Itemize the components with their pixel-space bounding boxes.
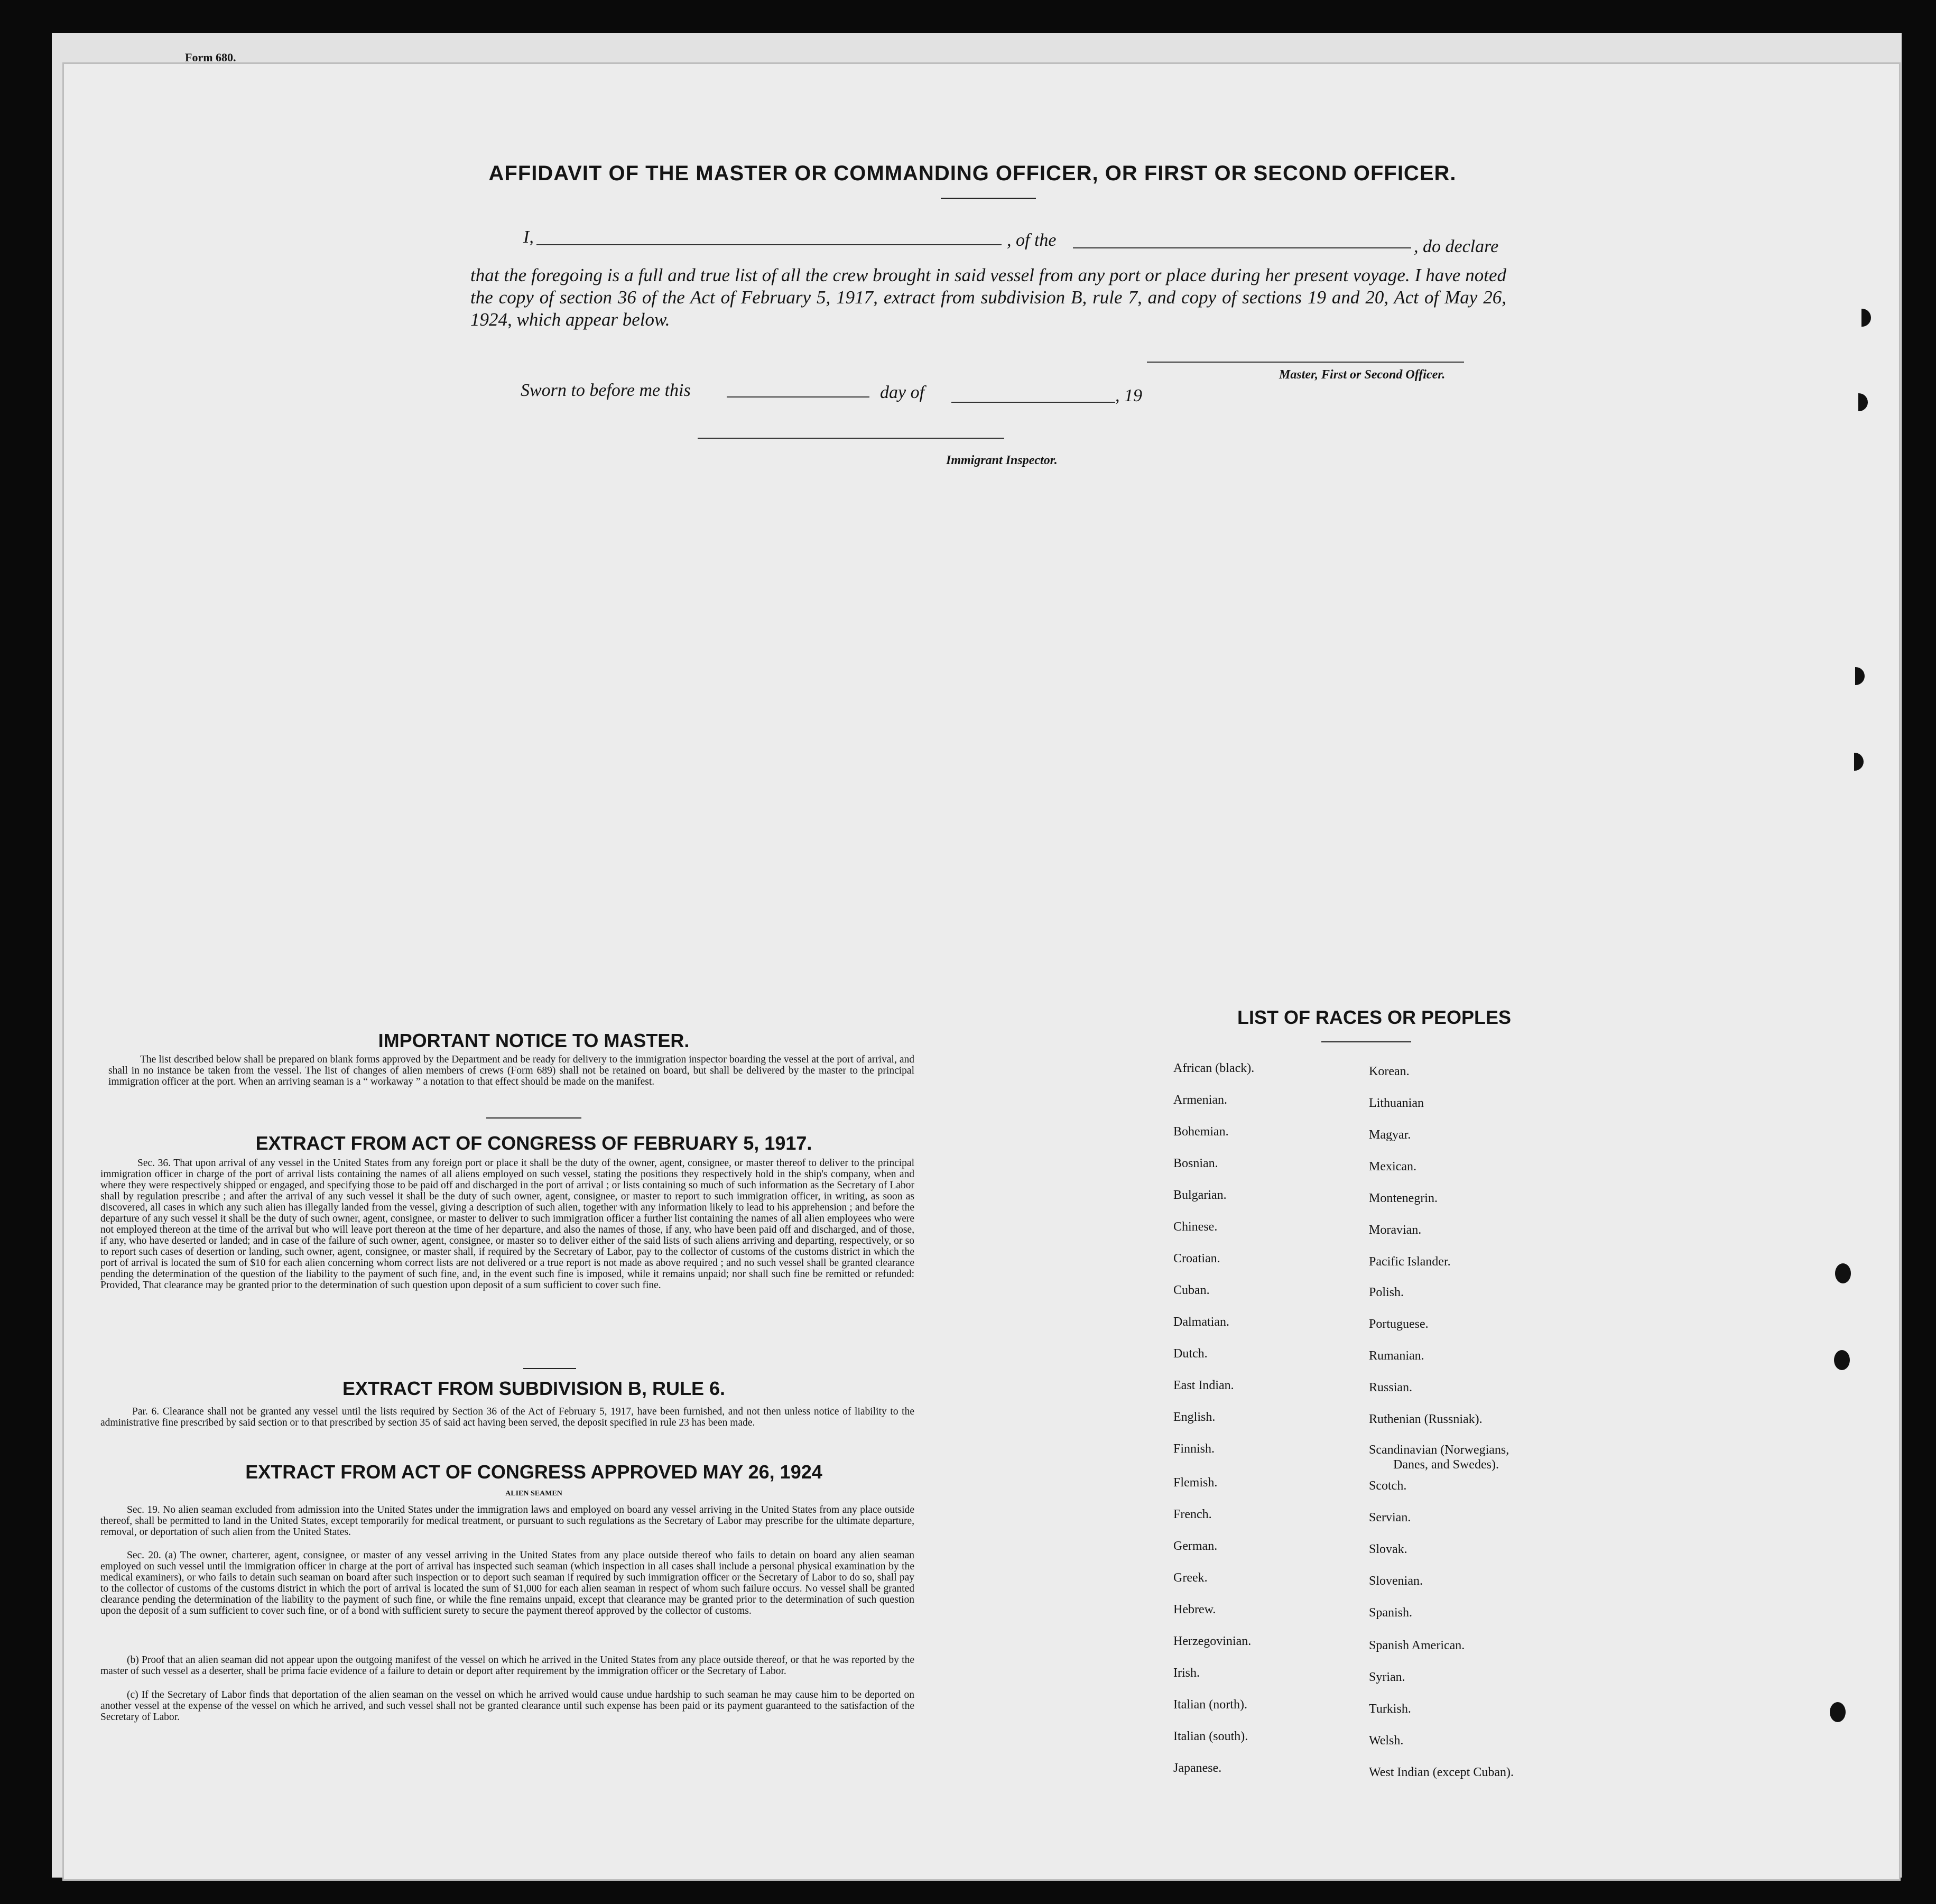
punch-hole	[1835, 1263, 1851, 1283]
sworn-day-blank[interactable]	[727, 396, 869, 398]
sec20a-text: Sec. 20. (a) The owner, charterer, agent, consignee, or master of any vessel arriving in the United States from any place outside thereof who fails to detain on board any alien seaman employed on such vessel until the immigration officer in charge at the port of arrival has inspected such seaman (which inspection in all cases shall include a personal physical examination by the medical examiners), or who fails to detain such seaman on board after such inspection or to deport such seaman if required by such immigration officer or the Secretary of Labor to do so, shall pay to the collector of customs of the customs district in which the port of arrival is located the sum of $1,000 for each alien seaman in respect of whom such failure occurs. No vessel shall be granted clearance pending the determination of the liability to the payment of such fine, or while the fine remains unpaid, except that clearance may be granted prior to the determination of such question upon the deposit of a sum sufficient to cover such fine, or of a bond with sufficient surety to secure the payment thereof approved by the collector of customs.	[100, 1550, 914, 1616]
vessel-blank-line[interactable]	[1073, 247, 1411, 248]
race-item: Japanese.	[1173, 1761, 1222, 1775]
day-of-text: day of	[880, 383, 925, 402]
divider-1	[486, 1117, 581, 1119]
sec19-text: Sec. 19. No alien seaman excluded from admission into the United States under the immigration laws and employed on board any vessel arriving in the United States from any place outside thereof, shall be permitted to land in the United States, except temporarily for medical treatment, or pursuant to such regulations as the Secretary of Labor may prescribe for the ultimate departure, removal, or deportation of such alien from the United States.	[100, 1504, 914, 1538]
extract-rule6-body: Par. 6. Clearance shall not be granted any vessel until the lists required by Section 36 of the Act of February 5, 1917, have been furnished, and not then unless notice of liability to the administrative fine prescribed by said section or to that prescribed by section 35 of said act having been served, the deposit specified in rule 23 has been made.	[100, 1406, 914, 1428]
signature-label: Master, First or Second Officer.	[1279, 368, 1446, 382]
race-item: English.	[1173, 1410, 1216, 1424]
extract-1924-subtitle: ALIEN SEAMEN	[505, 1490, 562, 1498]
inspector-label: Immigrant Inspector.	[946, 454, 1058, 467]
races-divider	[1321, 1041, 1411, 1042]
race-item: Croatian.	[1173, 1252, 1220, 1265]
race-item: Scandinavian (Norwegians,	[1369, 1443, 1509, 1457]
race-item: Servian.	[1369, 1511, 1411, 1524]
sec20b-text: (b) Proof that an alien seaman did not appear upon the outgoing manifest of the vessel on which he arrived in the United States from any place outside thereof, or that he was reported by the master of such vessel as a deserter, shall be prima facie evidence of a failure to detain or deport after requirement by the immigration officer or the Secretary of Labor.	[100, 1655, 914, 1677]
extract-1924-title: EXTRACT FROM ACT OF CONGRESS APPROVED MAY 26, 1924	[245, 1461, 822, 1483]
race-item: Turkish.	[1369, 1702, 1411, 1716]
race-item: Mexican.	[1369, 1160, 1416, 1173]
race-item: Welsh.	[1369, 1734, 1404, 1748]
signature-blank-line[interactable]	[1147, 362, 1464, 363]
notice-body: The list described below shall be prepared on blank forms approved by the Department and be ready for delivery to the immigration inspector boarding the vessel at the port of arrival, and shall in no instance be taken from the vessel. The list of changes of alien members of crews (Form 689) shall not be retained on board, but shall be delivered by the master to the principal immigration officer at the port. When an arriving seaman is a “ workaway ” a notation to that effect should be made on the manifest.	[108, 1054, 914, 1087]
affidavit-do-declare: , do declare	[1414, 237, 1499, 256]
punch-hole	[1834, 1350, 1850, 1370]
sworn-month-blank[interactable]	[951, 402, 1115, 403]
extract-1917-title: EXTRACT FROM ACT OF CONGRESS OF FEBRUARY 5, 1917.	[255, 1132, 812, 1154]
race-item: Armenian.	[1173, 1093, 1227, 1107]
race-item: Syrian.	[1369, 1670, 1405, 1684]
race-item: Greek.	[1173, 1571, 1208, 1585]
race-item: Cuban.	[1173, 1283, 1210, 1297]
race-item: Scotch.	[1369, 1479, 1407, 1493]
title-divider	[941, 198, 1036, 199]
punch-hole	[1830, 1702, 1846, 1722]
race-item: Bulgarian.	[1173, 1188, 1227, 1202]
race-item: French.	[1173, 1508, 1212, 1521]
race-item: Pacific Islander.	[1369, 1255, 1451, 1269]
race-item: Moravian.	[1369, 1223, 1422, 1237]
sworn-text: Sworn to before me this	[521, 381, 691, 400]
race-item: Polish.	[1369, 1286, 1404, 1299]
race-item: Flemish.	[1173, 1476, 1218, 1490]
sec20c-text: (c) If the Secretary of Labor finds that deportation of the alien seaman on the vessel on which he arrived would cause undue hardship to such seaman he may cause him to be deported on another vessel at the expense of the vessel on which he arrived, and such vessel shall not be granted clearance until such expense has been paid or its payment guaranteed to the satisfaction of the Secretary of Labor.	[100, 1689, 914, 1723]
race-item: Portuguese.	[1369, 1317, 1429, 1331]
race-item: Spanish American.	[1369, 1639, 1465, 1652]
race-item: African (black).	[1173, 1061, 1255, 1075]
inspector-blank-line[interactable]	[698, 438, 1004, 439]
year-text: , 19	[1115, 386, 1142, 405]
race-item: Bosnian.	[1173, 1157, 1218, 1170]
race-item: Irish.	[1173, 1666, 1200, 1680]
race-item: Herzegovinian.	[1173, 1634, 1252, 1648]
race-item: Italian (north).	[1173, 1698, 1247, 1712]
affidavit-i: I,	[523, 227, 534, 247]
race-item: Magyar.	[1369, 1128, 1411, 1142]
race-item: Chinese.	[1173, 1220, 1218, 1234]
extract-rule6-title: EXTRACT FROM SUBDIVISION B, RULE 6.	[342, 1378, 726, 1399]
divider-2	[523, 1368, 576, 1369]
race-item: Spanish.	[1369, 1606, 1413, 1620]
affidavit-title: AFFIDAVIT OF THE MASTER OR COMMANDING OFFICER, OR FIRST OR SECOND OFFICER.	[488, 162, 1457, 185]
race-item: Slovenian.	[1369, 1574, 1423, 1588]
race-item: German.	[1173, 1539, 1218, 1553]
race-item: Rumanian.	[1369, 1349, 1424, 1363]
race-item: Danes, and Swedes).	[1393, 1458, 1499, 1472]
race-item: Lithuanian	[1369, 1096, 1424, 1110]
form-number: Form 680.	[185, 51, 236, 64]
race-item: Bohemian.	[1173, 1125, 1229, 1139]
affidavit-body: that the foregoing is a full and true list of all the crew brought in said vessel from any port or place during her present voyage. I have noted the copy of section 36 of the Act of February 5, 1917, extract from subdivision B, rule 7, and copy of sections 19 and 20, Act of May 26, 1924, which appear below.	[470, 265, 1506, 330]
race-item: Finnish.	[1173, 1442, 1215, 1456]
notice-title: IMPORTANT NOTICE TO MASTER.	[378, 1030, 690, 1051]
race-item: Russian.	[1369, 1381, 1413, 1394]
race-item: Dutch.	[1173, 1347, 1208, 1361]
race-item: Dalmatian.	[1173, 1315, 1229, 1329]
race-item: Ruthenian (Russniak).	[1369, 1412, 1483, 1426]
race-item: Hebrew.	[1173, 1603, 1216, 1616]
race-item: Italian (south).	[1173, 1730, 1248, 1743]
affidavit-of-the: , of the	[1007, 230, 1057, 250]
name-blank-line[interactable]	[536, 244, 1002, 245]
race-item: Montenegrin.	[1369, 1191, 1438, 1205]
races-title: LIST OF RACES OR PEOPLES	[1237, 1006, 1512, 1028]
race-item: Korean.	[1369, 1065, 1410, 1078]
race-item: East Indian.	[1173, 1379, 1234, 1392]
extract-1917-body: Sec. 36. That upon arrival of any vessel in the United States from any foreign port or place it shall be the duty of the owner, agent, consignee, or master thereof to deliver to the principal immigration officer in charge of the port of arrival lists containing the names of all aliens employed on such vessel, stating the positions they respectively hold in the ship's company, when and where they were respectively shipped or engaged, and specifying those to be paid off and discharged in the port of arrival ; or lists containing so much of such information as the Secretary of Labor shall by regulation prescribe ; and after the arrival of any such vessel it shall be the duty of such owner, agent, consignee, or master to report to such immigration officer, in writing, as soon as discovered, all cases in which any such alien has illegally landed from the vessel, giving a description of such alien, together with any information likely to lead to his apprehension ; and before the departure of any such vessel it shall be the duty of such owner, agent, consignee, or master to deliver to such immigration officer a further list containing the names of all alien employees who were not employed thereon at the time of the arrival but who will leave port thereon at the time of her departure, and also the names of those, if any, who have been paid off and discharged, and of those, if any, who have deserted or landed; and in case of the failure of such owner, agent, consignee, or master so to deliver either of the said lists of such aliens arriving and departing, respectively, or so to report such cases of desertion or landing, such owner, agent, consignee, or master shall, if required by the Secretary of Labor, pay to the collector of customs of the customs district in which the port of arrival is located the sum of $10 for each alien concerning whom correct lists are not delivered or a true report is not made as above required ; and no such vessel shall be granted clearance pending the determination of the question of the liability to the payment of such fine, and, in the event such fine is imposed, while it remains unpaid; nor shall such fine be remitted or refunded: Provided, That clearance may be granted prior to the determination of such question upon deposit of a sum sufficient to cover such fine.	[100, 1158, 914, 1291]
race-item: Slovak.	[1369, 1542, 1407, 1556]
race-item: West Indian (except Cuban).	[1369, 1766, 1514, 1779]
